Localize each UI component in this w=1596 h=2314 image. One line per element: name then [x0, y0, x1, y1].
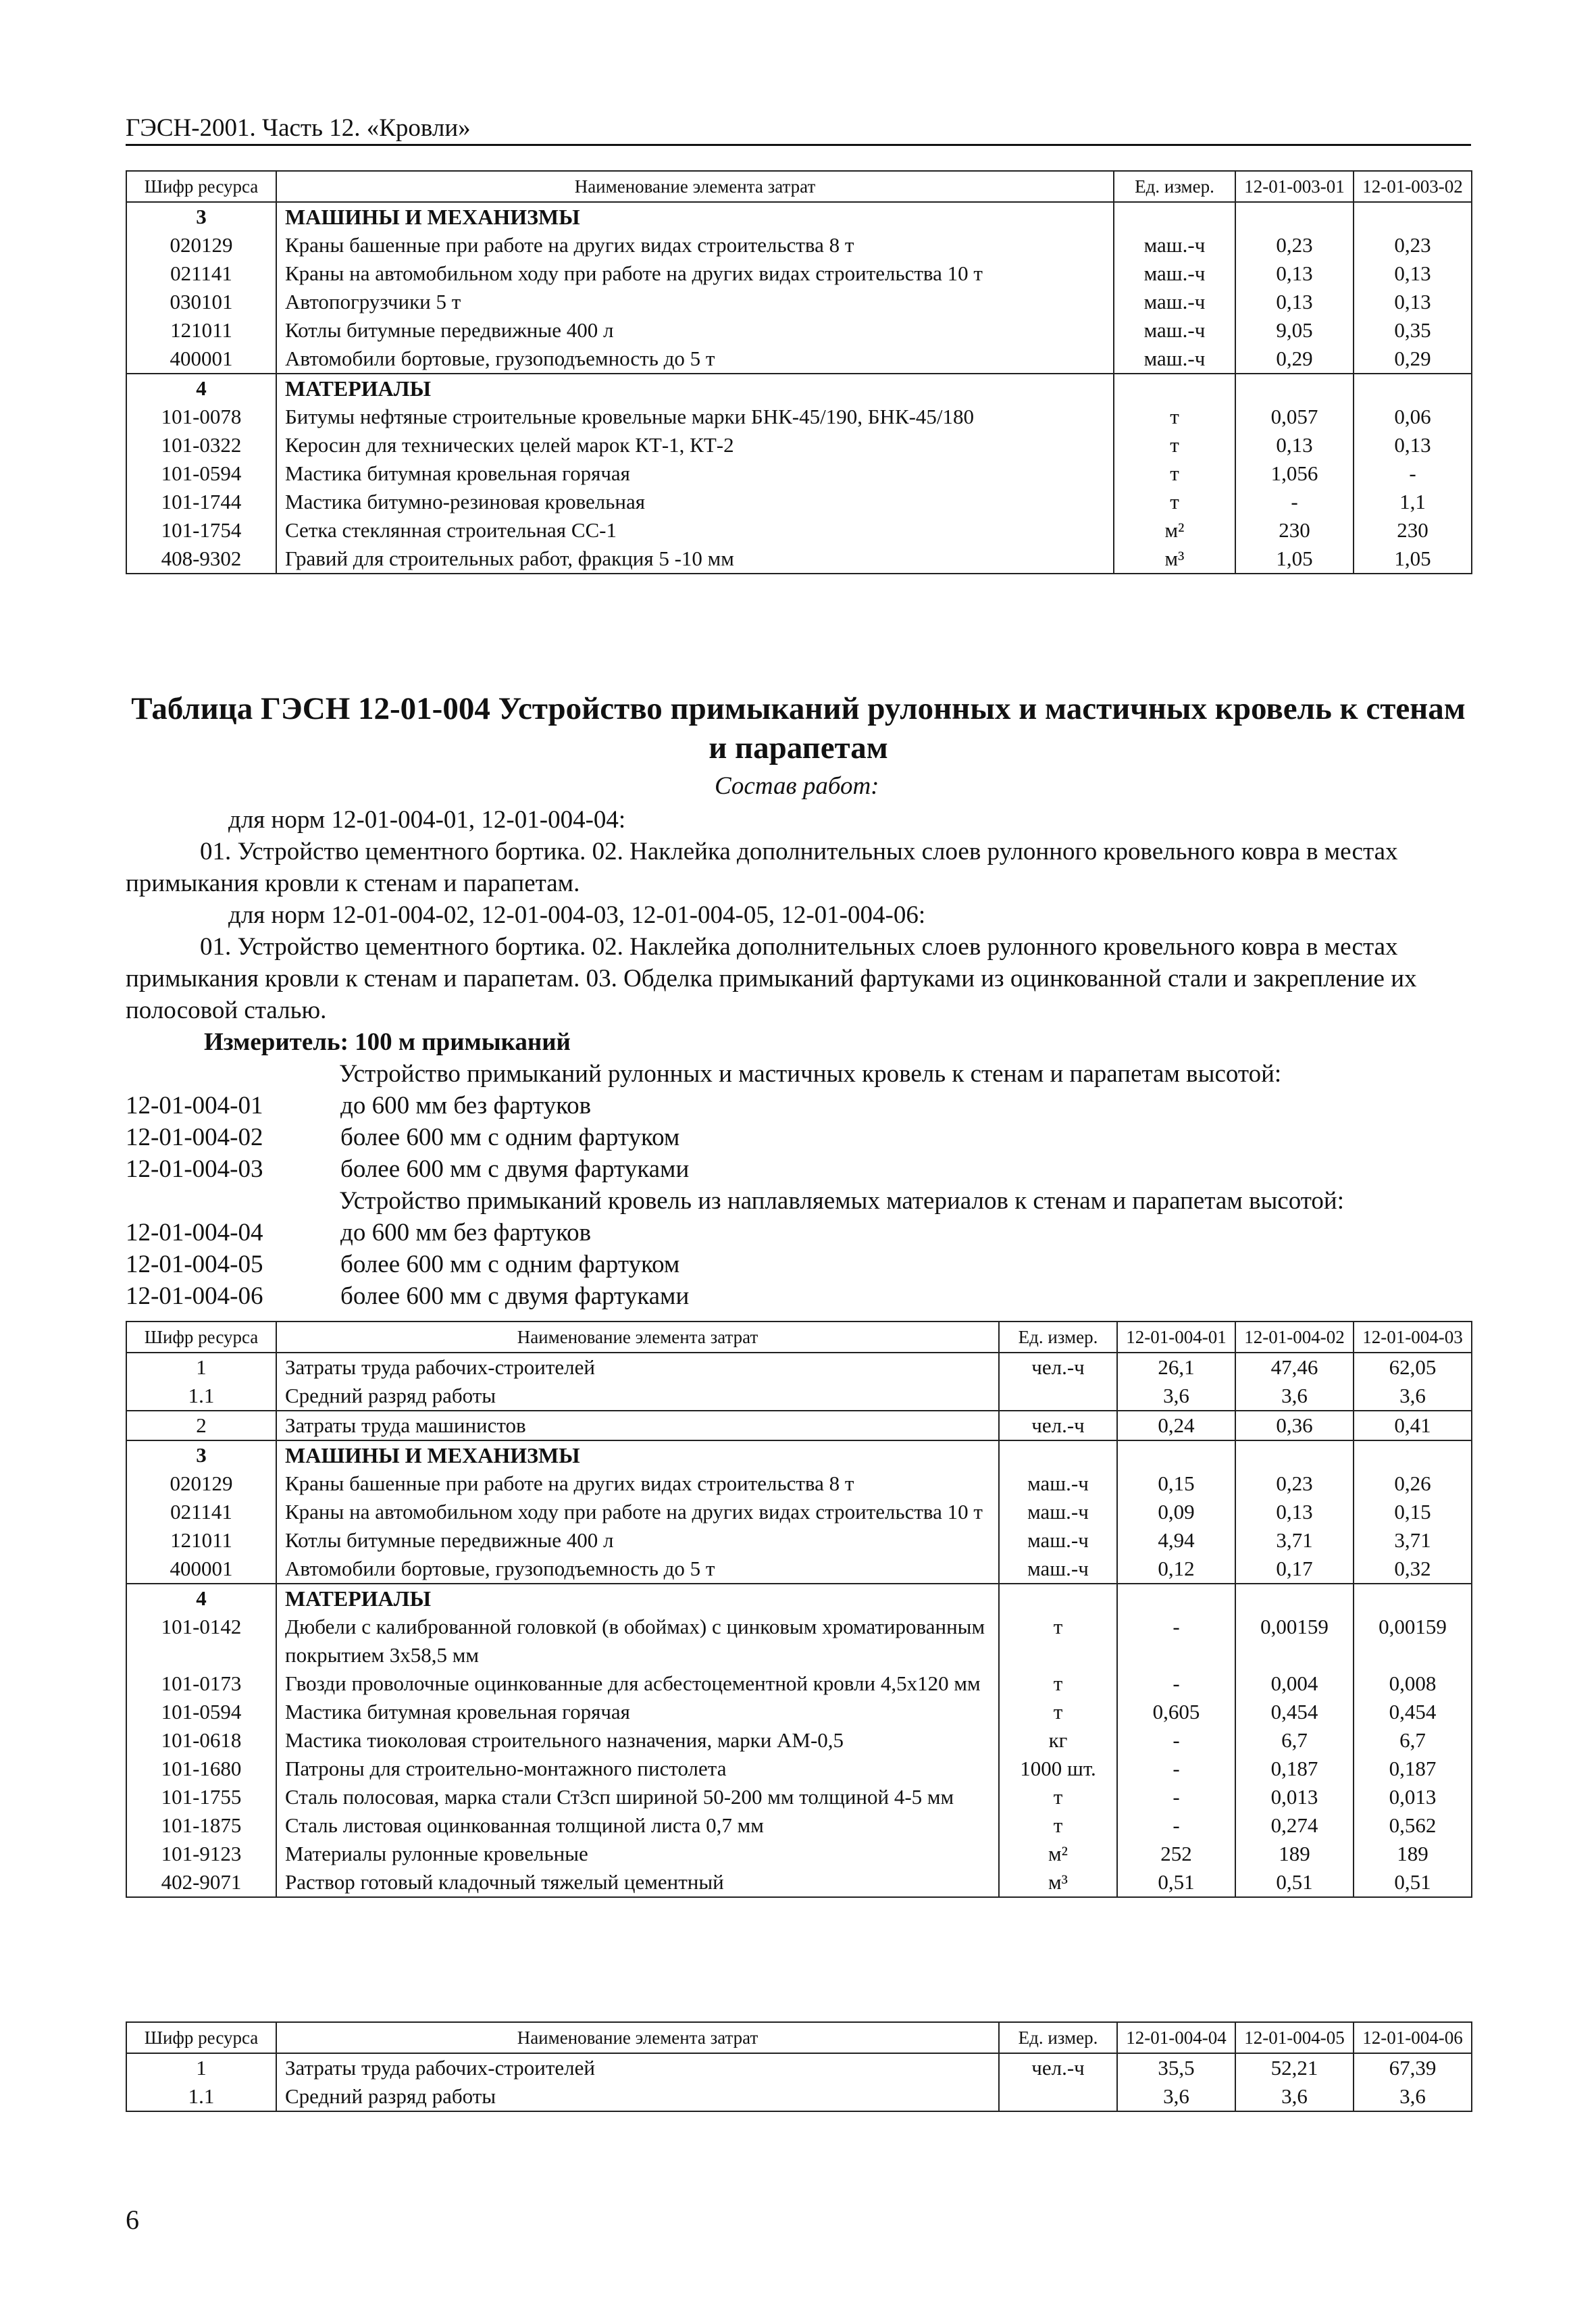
norm-code: 12-01-004-06 — [126, 1282, 263, 1310]
resource-code-cell: 400001 — [126, 345, 276, 374]
element-name-cell: Керосин для технических целей марок КТ-1, КТ-2 — [276, 431, 1114, 459]
resource-code-cell: 3 — [126, 202, 276, 231]
norm-value-cell: 0,00159 — [1354, 1613, 1472, 1669]
unit-cell: маш.-ч — [999, 1526, 1117, 1555]
norm-item — [126, 1153, 1471, 1185]
table-row — [126, 231, 1472, 259]
norm-code: 12-01-004-02 — [126, 1124, 263, 1151]
unit-cell: т — [999, 1698, 1117, 1726]
table-row — [126, 431, 1472, 459]
element-name-cell: Мастика битумно-резиновая кровельная — [276, 488, 1114, 516]
table-row — [126, 1840, 1472, 1868]
col-header-norm: 12-01-004-01 — [1117, 1322, 1235, 1353]
norm-list — [126, 1090, 1471, 1185]
norm-value-cell: 0,15 — [1117, 1469, 1235, 1498]
resource-code-cell: 400001 — [126, 1555, 276, 1584]
norm-value-cell — [1354, 202, 1472, 231]
col-header-name: Наименование элемента затрат — [276, 171, 1114, 202]
col-header-norm: 12-01-003-02 — [1354, 171, 1472, 202]
table-row — [126, 288, 1472, 316]
section-row — [126, 374, 1472, 403]
col-header-norm: 12-01-004-06 — [1354, 2022, 1472, 2053]
resource-code-cell: 101-1754 — [126, 516, 276, 545]
norm-value-cell: 3,71 — [1354, 1526, 1472, 1555]
col-header-norm: 12-01-004-03 — [1354, 1322, 1472, 1353]
norm-code: 12-01-004-01 — [126, 1092, 263, 1120]
table-row — [126, 1755, 1472, 1783]
table-row — [126, 459, 1472, 488]
col-header-norm: 12-01-004-02 — [1235, 1322, 1354, 1353]
norm-value-cell: 0,605 — [1117, 1698, 1235, 1726]
element-name-cell: Автомобили бортовые, грузоподъемность до 5 т — [276, 345, 1114, 374]
norm-description: до 600 мм без фартуков — [340, 1092, 592, 1120]
col-header-norm: 12-01-003-01 — [1235, 171, 1354, 202]
element-name-cell: Раствор готовый кладочный тяжелый цементный — [276, 1868, 999, 1897]
norm-item — [126, 1090, 1471, 1122]
resource-code-cell: 101-1875 — [126, 1811, 276, 1840]
norm-value-cell: 3,6 — [1117, 1382, 1235, 1411]
norm-value-cell — [1235, 374, 1354, 403]
norm-value-cell: 67,39 — [1354, 2053, 1472, 2082]
work-text-1: 01. Устройство цементного бортика. 02. Наклейка дополнительных слоев рулонного кровельного ковра в местах примыкания кровли к стенам и парапетам. — [126, 838, 1398, 897]
unit-cell: т — [1114, 488, 1235, 516]
norm-value-cell: 0,36 — [1235, 1411, 1354, 1440]
table-row — [126, 1498, 1472, 1526]
resource-code-cell: 020129 — [126, 231, 276, 259]
norm-value-cell: - — [1117, 1726, 1235, 1755]
norm-item — [126, 1249, 1471, 1280]
norm-value-cell: - — [1117, 1755, 1235, 1783]
element-name-cell: Гвозди проволочные оцинкованные для асбестоцементной кровли 4,5х120 мм — [276, 1669, 999, 1698]
table-header-row — [126, 1322, 1472, 1353]
norm-value-cell: 0,13 — [1235, 431, 1354, 459]
norm-description: более 600 мм с одним фартуком — [340, 1124, 680, 1151]
norm-value-cell: 47,46 — [1235, 1353, 1354, 1382]
norm-value-cell: 0,008 — [1354, 1669, 1472, 1698]
resource-table-004-a — [126, 1321, 1472, 1898]
element-name-cell: Затраты труда рабочих-строителей — [276, 1353, 999, 1382]
unit-cell: маш.-ч — [999, 1555, 1117, 1584]
resource-code-cell: 101-0594 — [126, 1698, 276, 1726]
col-header-name: Наименование элемента затрат — [276, 1322, 999, 1353]
resource-code-cell: 3 — [126, 1440, 276, 1469]
norm-value-cell: 0,29 — [1354, 345, 1472, 374]
col-header-unit: Ед. измер. — [999, 1322, 1117, 1353]
norm-value-cell: 0,562 — [1354, 1811, 1472, 1840]
element-name-cell: Затраты труда машинистов — [276, 1411, 999, 1440]
unit-cell: чел.-ч — [999, 2053, 1117, 2082]
table-row — [126, 516, 1472, 545]
norm-value-cell: 4,94 — [1117, 1526, 1235, 1555]
unit-cell: т — [999, 1669, 1117, 1698]
norm-value-cell: 1,056 — [1235, 459, 1354, 488]
resource-code-cell: 121011 — [126, 316, 276, 345]
element-name-cell: МАШИНЫ И МЕХАНИЗМЫ — [276, 202, 1114, 231]
unit-cell: т — [1114, 403, 1235, 431]
resource-code-cell: 408-9302 — [126, 545, 276, 574]
resource-code-cell: 101-0078 — [126, 403, 276, 431]
norm-value-cell: 0,013 — [1235, 1783, 1354, 1811]
unit-cell — [999, 1584, 1117, 1613]
norm-value-cell: 0,51 — [1117, 1868, 1235, 1897]
resource-code-cell: 1.1 — [126, 1382, 276, 1411]
norm-value-cell: 0,06 — [1354, 403, 1472, 431]
unit-cell: м² — [999, 1840, 1117, 1868]
element-name-cell: Гравий для строительных работ, фракция 5 -10 мм — [276, 545, 1114, 574]
page-number: 6 — [126, 2205, 139, 2235]
composition-label: Состав работ: — [715, 772, 879, 800]
norm-value-cell: 189 — [1354, 1840, 1472, 1868]
table-row — [126, 1811, 1472, 1840]
norm-value-cell: 230 — [1354, 516, 1472, 545]
element-name-cell: МАШИНЫ И МЕХАНИЗМЫ — [276, 1440, 999, 1469]
norm-value-cell: 62,05 — [1354, 1353, 1472, 1382]
norm-value-cell: 1,1 — [1354, 488, 1472, 516]
resource-code-cell: 101-1680 — [126, 1755, 276, 1783]
norm-value-cell: 0,13 — [1235, 259, 1354, 288]
table-row — [126, 1783, 1472, 1811]
unit-cell: т — [999, 1783, 1117, 1811]
element-name-cell: Сталь листовая оцинкованная толщиной листа 0,7 мм — [276, 1811, 999, 1840]
resource-code-cell: 101-9123 — [126, 1840, 276, 1868]
group-heading: Устройство примыканий рулонных и мастичных кровель к стенам и парапетам высотой: — [339, 1060, 1282, 1088]
norm-value-cell: 52,21 — [1235, 2053, 1354, 2082]
unit-cell: маш.-ч — [1114, 231, 1235, 259]
norm-value-cell — [1117, 1440, 1235, 1469]
norm-value-cell: 0,26 — [1354, 1469, 1472, 1498]
norm-description: более 600 мм с двумя фартуками — [340, 1155, 690, 1183]
table-header-row — [126, 171, 1472, 202]
element-name-cell: Котлы битумные передвижные 400 л — [276, 1526, 999, 1555]
norm-value-cell: 0,35 — [1354, 316, 1472, 345]
element-name-cell: Мастика тиоколовая строительного назначения, марки АМ-0,5 — [276, 1726, 999, 1755]
table-row — [126, 1353, 1472, 1382]
unit-cell: м³ — [999, 1868, 1117, 1897]
col-header-norm: 12-01-004-04 — [1117, 2022, 1235, 2053]
norm-value-cell: - — [1117, 1613, 1235, 1669]
norm-code: 12-01-004-04 — [126, 1219, 263, 1247]
unit-cell: маш.-ч — [1114, 316, 1235, 345]
element-name-cell: Средний разряд работы — [276, 1382, 999, 1411]
resource-code-cell: 1.1 — [126, 2082, 276, 2111]
element-name-cell: Автомобили бортовые, грузоподъемность до 5 т — [276, 1555, 999, 1584]
table-title: Таблица ГЭСН 12-01-004 Устройство примыканий рулонных и мастичных кровель к стенам и парапетам — [131, 691, 1466, 765]
norm-description: более 600 мм с одним фартуком — [340, 1251, 680, 1278]
norm-value-cell: 0,187 — [1235, 1755, 1354, 1783]
element-name-cell: Мастика битумная кровельная горячая — [276, 459, 1114, 488]
norm-value-cell: 189 — [1235, 1840, 1354, 1868]
element-name-cell: Патроны для строительно-монтажного пистолета — [276, 1755, 999, 1783]
norm-value-cell: 3,6 — [1117, 2082, 1235, 2111]
resource-code-cell: 101-0594 — [126, 459, 276, 488]
element-name-cell: Материалы рулонные кровельные — [276, 1840, 999, 1868]
norm-value-cell — [1235, 1584, 1354, 1613]
resource-code-cell: 4 — [126, 374, 276, 403]
unit-cell — [999, 1382, 1117, 1411]
norm-value-cell — [1117, 1584, 1235, 1613]
resource-code-cell: 021141 — [126, 1498, 276, 1526]
unit-cell — [1114, 202, 1235, 231]
norm-value-cell: 0,00159 — [1235, 1613, 1354, 1669]
table-row — [126, 316, 1472, 345]
col-header-unit: Ед. измер. — [1114, 171, 1235, 202]
element-name-cell: Битумы нефтяные строительные кровельные марки БНК-45/190, БНК-45/180 — [276, 403, 1114, 431]
resource-code-cell: 101-0322 — [126, 431, 276, 459]
unit-cell: кг — [999, 1726, 1117, 1755]
norm-value-cell: 0,23 — [1354, 231, 1472, 259]
element-name-cell: Краны башенные при работе на других видах строительства 8 т — [276, 1469, 999, 1498]
unit-cell: м³ — [1114, 545, 1235, 574]
resource-code-cell: 121011 — [126, 1526, 276, 1555]
unit-cell: м² — [1114, 516, 1235, 545]
norm-item — [126, 1217, 1471, 1249]
element-name-cell: Котлы битумные передвижные 400 л — [276, 316, 1114, 345]
resource-code-cell: 402-9071 — [126, 1868, 276, 1897]
unit-cell: чел.-ч — [999, 1353, 1117, 1382]
resource-code-cell: 1 — [126, 1353, 276, 1382]
unit-cell — [1114, 374, 1235, 403]
unit-cell — [999, 1440, 1117, 1469]
work-text — [126, 931, 1471, 1026]
norm-value-cell: 252 — [1117, 1840, 1235, 1868]
table-row — [126, 259, 1472, 288]
resource-table-004-b — [126, 2021, 1472, 2112]
resource-code-cell: 021141 — [126, 259, 276, 288]
norm-value-cell: 0,013 — [1354, 1783, 1472, 1811]
work-text-2: 01. Устройство цементного бортика. 02. Наклейка дополнительных слоев рулонного кровельного ковра в местах примыкания кровли к стенам и парапетам. 03. Обделка примыканий фартуками из оцинкованной стали и закрепление их полосовой сталью. — [126, 933, 1417, 1024]
norm-value-cell: 3,6 — [1354, 2082, 1472, 2111]
resource-code-cell: 101-1755 — [126, 1783, 276, 1811]
norm-value-cell: - — [1354, 459, 1472, 488]
norm-value-cell: 0,13 — [1235, 288, 1354, 316]
resource-code-cell: 101-0173 — [126, 1669, 276, 1698]
norm-value-cell: 0,13 — [1354, 288, 1472, 316]
norm-value-cell: 0,187 — [1354, 1755, 1472, 1783]
norm-value-cell: 3,6 — [1235, 2082, 1354, 2111]
unit-cell: 1000 шт. — [999, 1755, 1117, 1783]
table-row — [126, 1669, 1472, 1698]
unit-cell: т — [1114, 459, 1235, 488]
element-name-cell: МАТЕРИАЛЫ — [276, 374, 1114, 403]
resource-code-cell: 020129 — [126, 1469, 276, 1498]
table-row — [126, 545, 1472, 574]
norm-code: 12-01-004-03 — [126, 1155, 263, 1183]
table-row — [126, 1868, 1472, 1897]
resource-code-cell: 030101 — [126, 288, 276, 316]
unit-cell: т — [1114, 431, 1235, 459]
norm-value-cell: 0,23 — [1235, 1469, 1354, 1498]
norm-value-cell: 1,05 — [1354, 545, 1472, 574]
norm-value-cell — [1354, 374, 1472, 403]
norm-value-cell — [1354, 1440, 1472, 1469]
table-row — [126, 1726, 1472, 1755]
section-row — [126, 1584, 1472, 1613]
norm-value-cell: - — [1117, 1811, 1235, 1840]
unit-cell: маш.-ч — [1114, 345, 1235, 374]
element-name-cell: Сталь полосовая, марка стали Ст3сп шириной 50-200 мм толщиной 4-5 мм — [276, 1783, 999, 1811]
norm-item — [126, 1122, 1471, 1153]
norms-list-label: для норм 12-01-004-01, 12-01-004-04: — [228, 806, 626, 834]
norm-value-cell: 0,29 — [1235, 345, 1354, 374]
table-header-row — [126, 2022, 1472, 2053]
element-name-cell: Средний разряд работы — [276, 2082, 999, 2111]
element-name-cell: Краны на автомобильном ходу при работе на других видах строительства 10 т — [276, 259, 1114, 288]
norm-value-cell: 3,71 — [1235, 1526, 1354, 1555]
norm-value-cell: 230 — [1235, 516, 1354, 545]
norms-list-label: для норм 12-01-004-02, 12-01-004-03, 12-01-004-05, 12-01-004-06: — [228, 901, 926, 929]
element-name-cell: Мастика битумная кровельная горячая — [276, 1698, 999, 1726]
norm-value-cell: 0,17 — [1235, 1555, 1354, 1584]
col-header-norm: 12-01-004-05 — [1235, 2022, 1354, 2053]
work-composition — [126, 804, 1471, 1312]
norm-value-cell: 9,05 — [1235, 316, 1354, 345]
table-row — [126, 1698, 1472, 1726]
section-row — [126, 202, 1472, 231]
resource-code-cell: 101-0618 — [126, 1726, 276, 1755]
element-name-cell: Краны башенные при работе на других видах строительства 8 т — [276, 231, 1114, 259]
unit-cell: маш.-ч — [1114, 288, 1235, 316]
unit-cell — [999, 2082, 1117, 2111]
element-name-cell: Краны на автомобильном ходу при работе на других видах строительства 10 т — [276, 1498, 999, 1526]
resource-code-cell: 101-1744 — [126, 488, 276, 516]
table-row — [126, 1526, 1472, 1555]
norm-description: до 600 мм без фартуков — [340, 1219, 592, 1247]
norm-list — [126, 1217, 1471, 1312]
unit-cell: маш.-ч — [1114, 259, 1235, 288]
norm-value-cell: 1,05 — [1235, 545, 1354, 574]
norm-description: более 600 мм с двумя фартуками — [340, 1282, 690, 1310]
norm-value-cell: 0,15 — [1354, 1498, 1472, 1526]
header-rule — [126, 144, 1471, 146]
norm-value-cell: - — [1117, 1669, 1235, 1698]
norm-value-cell: 0,24 — [1117, 1411, 1235, 1440]
norm-value-cell: 0,13 — [1354, 259, 1472, 288]
col-header-code: Шифр ресурса — [126, 1322, 276, 1353]
group-heading: Устройство примыканий кровель из наплавляемых материалов к стенам и парапетам высотой: — [339, 1187, 1345, 1215]
resource-code-cell: 101-0142 — [126, 1613, 276, 1669]
norm-value-cell: - — [1235, 488, 1354, 516]
norm-value-cell: 0,004 — [1235, 1669, 1354, 1698]
norm-code: 12-01-004-05 — [126, 1251, 263, 1278]
norm-value-cell: 0,13 — [1354, 431, 1472, 459]
norm-value-cell: 3,6 — [1354, 1382, 1472, 1411]
resource-table-003 — [126, 170, 1472, 574]
work-text — [126, 836, 1471, 899]
col-header-name: Наименование элемента затрат — [276, 2022, 999, 2053]
table-row — [126, 1382, 1472, 1411]
unit-cell: маш.-ч — [999, 1469, 1117, 1498]
table-row — [126, 1411, 1472, 1440]
norm-value-cell — [1235, 202, 1354, 231]
norm-value-cell: 0,51 — [1235, 1868, 1354, 1897]
table-row — [126, 345, 1472, 374]
resource-code-cell: 4 — [126, 1584, 276, 1613]
norm-value-cell: 0,274 — [1235, 1811, 1354, 1840]
norm-value-cell: 0,454 — [1235, 1698, 1354, 1726]
col-header-unit: Ед. измер. — [999, 2022, 1117, 2053]
norm-value-cell: 0,057 — [1235, 403, 1354, 431]
table-row — [126, 1469, 1472, 1498]
running-header: ГЭСН-2001. Часть 12. «Кровли» — [126, 114, 471, 142]
norm-value-cell: 3,6 — [1235, 1382, 1354, 1411]
unit-cell: т — [999, 1613, 1117, 1669]
norm-value-cell — [1354, 1584, 1472, 1613]
unit-cell: маш.-ч — [999, 1498, 1117, 1526]
col-header-code: Шифр ресурса — [126, 2022, 276, 2053]
norm-value-cell: 0,41 — [1354, 1411, 1472, 1440]
table-row — [126, 403, 1472, 431]
resource-code-cell: 2 — [126, 1411, 276, 1440]
norm-item — [126, 1280, 1471, 1312]
element-name-cell: Дюбели с калиброванной головкой (в обоймах) с цинковым хроматированным покрытием 3х58,5 мм — [276, 1613, 999, 1669]
norm-value-cell: 0,51 — [1354, 1868, 1472, 1897]
resource-code-cell: 1 — [126, 2053, 276, 2082]
norm-value-cell: 6,7 — [1235, 1726, 1354, 1755]
element-name-cell: МАТЕРИАЛЫ — [276, 1584, 999, 1613]
element-name-cell: Сетка стеклянная строительная СС-1 — [276, 516, 1114, 545]
meter-label: Измеритель: 100 м примыканий — [204, 1028, 571, 1056]
norm-value-cell: 35,5 — [1117, 2053, 1235, 2082]
norm-value-cell: 0,13 — [1235, 1498, 1354, 1526]
table-row — [126, 2053, 1472, 2082]
norm-value-cell: 0,12 — [1117, 1555, 1235, 1584]
norm-value-cell: 0,09 — [1117, 1498, 1235, 1526]
table-row — [126, 2082, 1472, 2111]
norm-value-cell: - — [1117, 1783, 1235, 1811]
norm-value-cell: 0,23 — [1235, 231, 1354, 259]
unit-cell: т — [999, 1811, 1117, 1840]
norm-value-cell — [1235, 1440, 1354, 1469]
norm-value-cell: 6,7 — [1354, 1726, 1472, 1755]
section-row — [126, 1440, 1472, 1469]
col-header-code: Шифр ресурса — [126, 171, 276, 202]
element-name-cell: Затраты труда рабочих-строителей — [276, 2053, 999, 2082]
table-row — [126, 1555, 1472, 1584]
table-row — [126, 1613, 1472, 1669]
norm-value-cell: 0,32 — [1354, 1555, 1472, 1584]
norm-value-cell: 26,1 — [1117, 1353, 1235, 1382]
unit-cell: чел.-ч — [999, 1411, 1117, 1440]
table-row — [126, 488, 1472, 516]
norm-value-cell: 0,454 — [1354, 1698, 1472, 1726]
element-name-cell: Автопогрузчики 5 т — [276, 288, 1114, 316]
